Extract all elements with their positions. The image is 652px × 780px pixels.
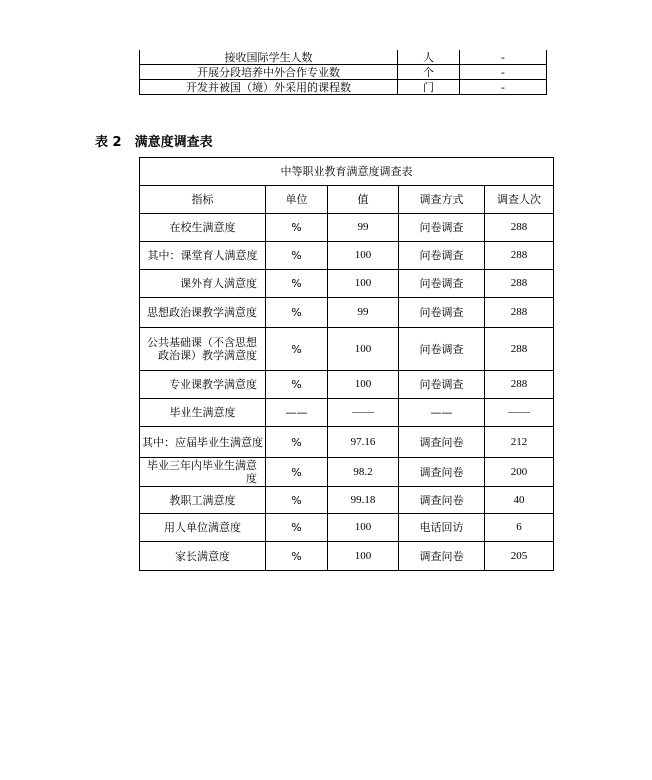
row-count: 288 (485, 270, 554, 298)
row-indicator: 专业课教学满意度 (140, 371, 266, 399)
row-method: —— (399, 399, 485, 427)
row-count: 288 (485, 298, 554, 328)
satisfaction-table (139, 157, 554, 571)
row-value: 100 (328, 242, 399, 270)
table-row (140, 270, 554, 298)
row-indicator: 在校生满意度 (140, 214, 266, 242)
row-method: 调查问卷 (399, 542, 485, 571)
row-unit: 门 (398, 80, 460, 95)
row-count: —— (485, 399, 554, 427)
row-value: 99.18 (328, 487, 399, 514)
row-value: 100 (328, 371, 399, 399)
row-unit: % (266, 242, 328, 270)
row-method: 电话回访 (399, 514, 485, 542)
row-item: 开发并被国（境）外采用的课程数 (140, 80, 398, 95)
row-indicator: 其中：课堂育人满意度 (140, 242, 266, 270)
table-row (140, 298, 554, 328)
row-item: 接收国际学生人数 (140, 50, 398, 65)
row-value: 99 (328, 298, 399, 328)
row-value: 100 (328, 328, 399, 371)
row-value: - (460, 65, 547, 80)
header-method: 调查方式 (399, 186, 485, 214)
row-count: 288 (485, 242, 554, 270)
row-method: 问卷调查 (399, 371, 485, 399)
row-indicator: 思想政治课教学满意度 (140, 298, 266, 328)
table-row (140, 514, 554, 542)
row-value: - (460, 80, 547, 95)
table-row (140, 214, 554, 242)
row-unit: 个 (398, 65, 460, 80)
row-method: 调查问卷 (399, 487, 485, 514)
row-indicator: 毕业生满意度 (140, 399, 266, 427)
row-indicator: 毕业三年内毕业生满意度 (140, 458, 266, 487)
row-indicator: 用人单位满意度 (140, 514, 266, 542)
row-method: 调查问卷 (399, 458, 485, 487)
row-count: 288 (485, 328, 554, 371)
table-row (140, 371, 554, 399)
table-caption: 表 2 满意度调查表 (95, 135, 213, 150)
row-count: 212 (485, 427, 554, 458)
table-row (140, 542, 554, 571)
row-method: 问卷调查 (399, 214, 485, 242)
row-value: —— (328, 399, 399, 427)
row-count: 200 (485, 458, 554, 487)
row-unit: 人 (398, 50, 460, 65)
international-table (139, 50, 547, 95)
row-item: 开展分段培养中外合作专业数 (140, 65, 398, 80)
row-indicator: 公共基础课（不含思想政治课）教学满意度 (140, 328, 266, 371)
header-value: 值 (328, 186, 399, 214)
row-unit: % (266, 371, 328, 399)
table-row (140, 80, 547, 95)
row-unit: % (266, 542, 328, 571)
table-row (140, 458, 554, 487)
row-value: 100 (328, 270, 399, 298)
row-unit: % (266, 328, 328, 371)
row-value: 97.16 (328, 427, 399, 458)
row-indicator: 家长满意度 (140, 542, 266, 571)
row-unit: % (266, 514, 328, 542)
row-value: 100 (328, 542, 399, 571)
row-indicator: 教职工满意度 (140, 487, 266, 514)
row-unit: % (266, 214, 328, 242)
row-indicator: 课外育人满意度 (140, 270, 266, 298)
table-title: 中等职业教育满意度调查表 (140, 158, 554, 186)
table-row (140, 242, 554, 270)
table-row (140, 328, 554, 371)
row-unit: % (266, 298, 328, 328)
table-row (140, 399, 554, 427)
row-unit: % (266, 427, 328, 458)
row-count: 205 (485, 542, 554, 571)
header-unit: 单位 (266, 186, 328, 214)
row-unit: % (266, 270, 328, 298)
row-method: 问卷调查 (399, 270, 485, 298)
row-method: 调查问卷 (399, 427, 485, 458)
table-row (140, 427, 554, 458)
row-method: 问卷调查 (399, 328, 485, 371)
row-count: 288 (485, 214, 554, 242)
row-value: 100 (328, 514, 399, 542)
table-row (140, 487, 554, 514)
row-count: 6 (485, 514, 554, 542)
header-count: 调查人次 (485, 186, 554, 214)
header-indicator: 指标 (140, 186, 266, 214)
row-unit: —— (266, 399, 328, 427)
row-value: - (460, 50, 547, 65)
row-indicator: 其中：应届毕业生满意度 (140, 427, 266, 458)
row-unit: % (266, 458, 328, 487)
row-unit: % (266, 487, 328, 514)
table-row (140, 65, 547, 80)
row-value: 99 (328, 214, 399, 242)
row-method: 问卷调查 (399, 242, 485, 270)
table-row (140, 50, 547, 65)
row-value: 98.2 (328, 458, 399, 487)
row-count: 288 (485, 371, 554, 399)
row-method: 问卷调查 (399, 298, 485, 328)
row-count: 40 (485, 487, 554, 514)
